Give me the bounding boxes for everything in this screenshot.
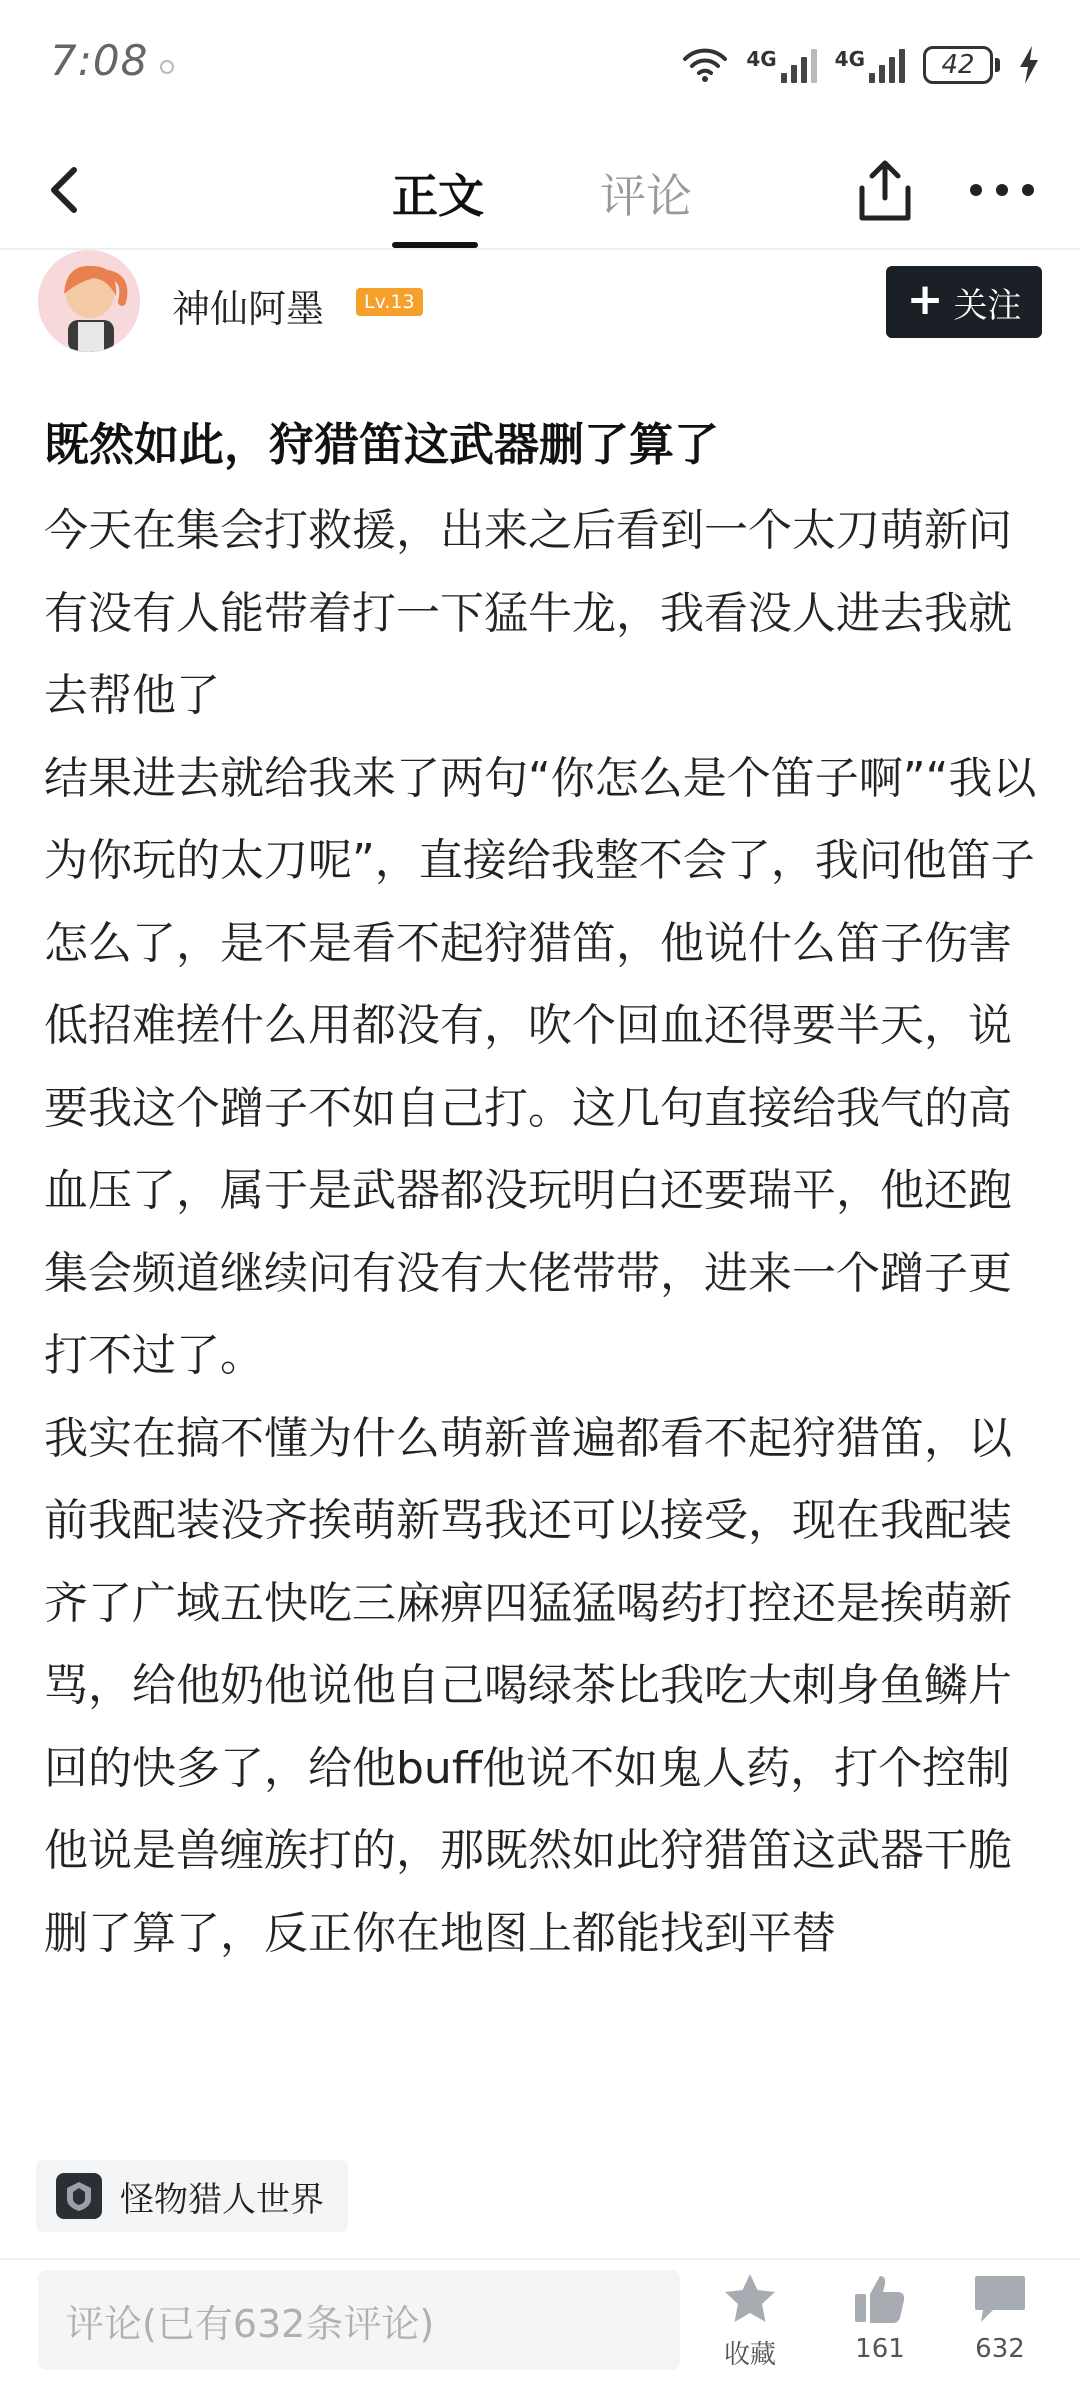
avatar[interactable] xyxy=(38,250,140,352)
network-type-label: 4G xyxy=(834,47,865,71)
post-paragraph: 结果进去就给我来了两句“你怎么是个笛子啊”“我以为你玩的太刀呢”，直接给我整不会了，我问他笛子怎么了，是不是看不起狩猎笛，他说什么笛子伤害低招难搓什么用都没有，吹个回血还得要半天，说要我这个蹭子不如自己打。这几句直接给我气的高血压了，属于是武器都没玩明白还要瑞平，他还跑集会频道继续问有没有大佬带带，进来一个蹭子更打不过了。 xyxy=(44,752,1037,1381)
top-nav-bar xyxy=(0,130,1080,250)
thumbs-up-icon xyxy=(851,2270,909,2328)
follow-label: 关注 xyxy=(953,285,1022,326)
topic-label: 怪物猎人世界 xyxy=(120,2179,324,2220)
favorite-label: 收藏 xyxy=(723,2340,776,2370)
like-button[interactable] xyxy=(830,2270,930,2386)
status-bar xyxy=(0,0,1080,130)
plus-icon: + xyxy=(906,274,944,325)
back-arrow-icon[interactable] xyxy=(36,160,96,220)
level-badge: Lv.13 xyxy=(356,288,423,316)
follow-button[interactable] xyxy=(886,266,1042,338)
post-title: 既然如此，狩猎笛这武器删了算了 xyxy=(44,418,720,471)
battery-icon xyxy=(923,46,1000,84)
avatar-illustration-icon xyxy=(38,250,140,352)
comment-count: 632 xyxy=(975,2334,1025,2364)
post-paragraph: 我实在搞不懂为什么萌新普遍都看不起狩猎笛，以前我配装没齐挨萌新骂我还可以接受，现在我配装齐了广域五快吃三麻痹四猛猛喝药打控还是挨萌新骂，给他奶他说他自己喝绿茶比我吃大刺身鱼鳞片回的快多了，给他buff他说不如鬼人药，打个控制他说是兽缠族打的，那既然如此狩猎笛这武器干脆删了算了，反正你在地图上都能找到平替 xyxy=(44,1412,1012,1959)
cell-signal-1 xyxy=(746,47,816,83)
wifi-icon xyxy=(682,47,728,83)
favorite-button[interactable] xyxy=(700,2270,800,2386)
status-time: 7:08 xyxy=(50,36,149,85)
author-row xyxy=(0,250,1080,370)
game-logo-icon xyxy=(56,2173,102,2219)
network-type-label: 4G xyxy=(746,47,777,71)
status-icons xyxy=(682,40,1040,90)
like-count: 161 xyxy=(855,2334,905,2364)
comment-button[interactable] xyxy=(950,2270,1050,2386)
notification-dot-icon xyxy=(160,60,174,74)
topic-tag[interactable] xyxy=(36,2160,348,2232)
cell-signal-2 xyxy=(835,47,905,83)
battery-level: 42 xyxy=(941,50,975,80)
star-icon xyxy=(721,2270,779,2328)
comment-bubble-icon xyxy=(971,2270,1029,2328)
charging-bolt-icon xyxy=(1018,45,1040,85)
tab-main-text[interactable]: 正文 xyxy=(392,169,484,223)
more-options-icon[interactable] xyxy=(970,178,1050,202)
signal-bars-icon xyxy=(869,47,905,83)
tab-comments[interactable]: 评论 xyxy=(600,169,692,223)
signal-bars-icon xyxy=(781,47,817,83)
active-tab-indicator xyxy=(392,242,478,248)
bottom-action-bar xyxy=(0,2258,1080,2388)
post-paragraph: 今天在集会打救援，出来之后看到一个太刀萌新问有没有人能带着打一下猛牛龙，我看没人进去我就去帮他了 xyxy=(44,505,1012,721)
author-name[interactable]: 神仙阿墨 xyxy=(172,287,325,331)
post-body xyxy=(44,490,1044,1975)
share-icon[interactable] xyxy=(854,158,916,224)
comment-input[interactable]: 评论(已有632条评论) xyxy=(38,2270,680,2370)
